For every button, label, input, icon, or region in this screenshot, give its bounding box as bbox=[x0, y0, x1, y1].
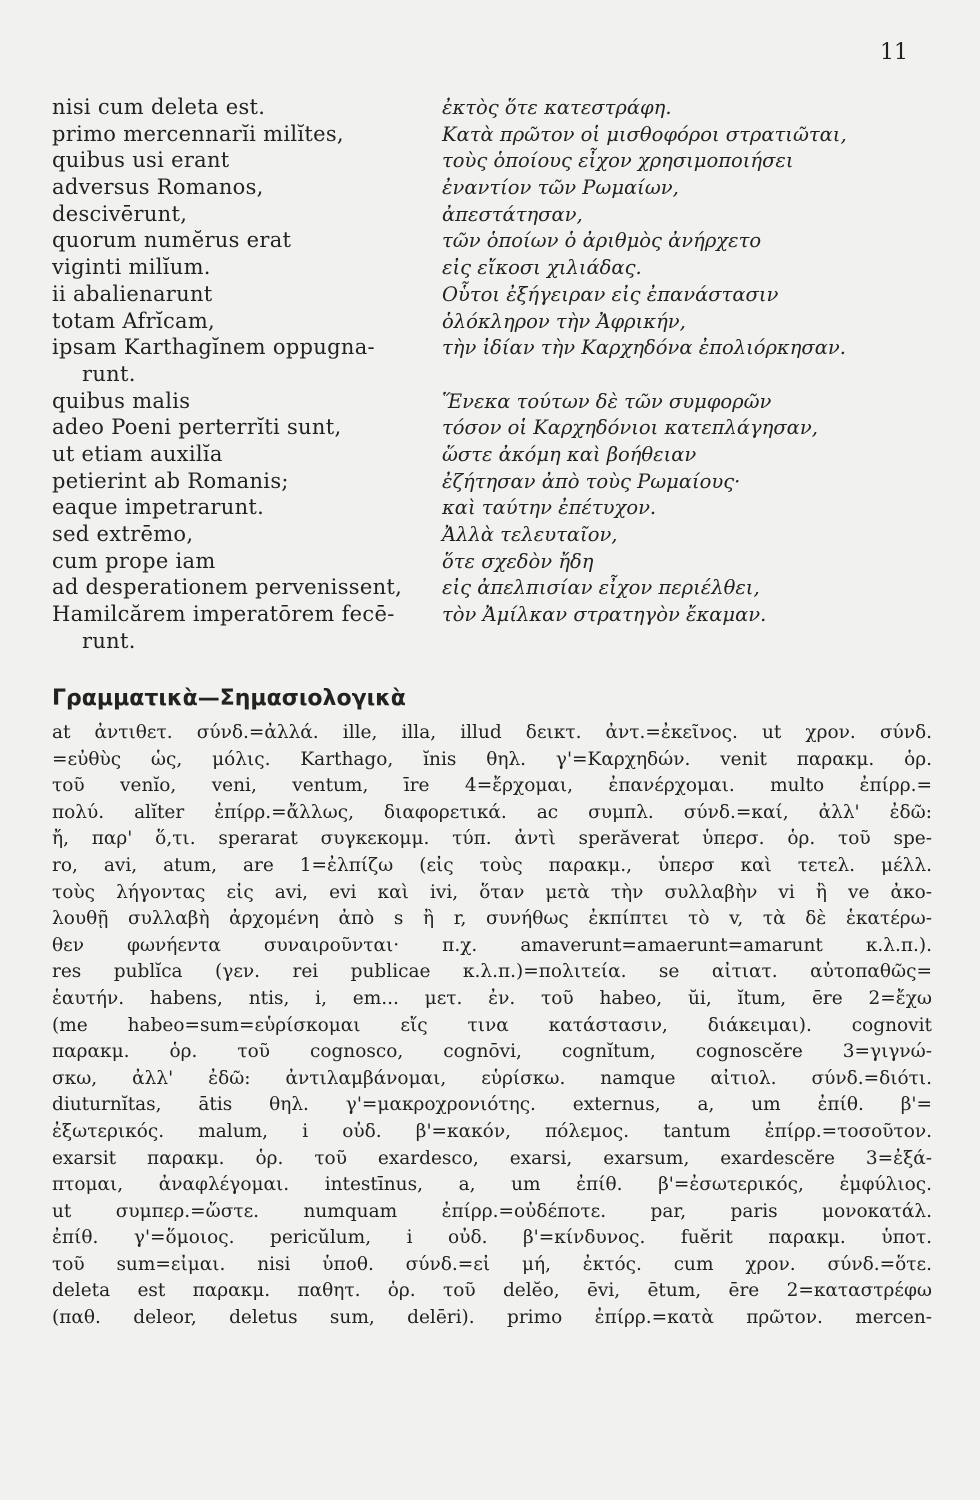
parallel-row bbox=[52, 389, 952, 416]
parallel-row bbox=[52, 228, 952, 255]
parallel-row bbox=[52, 575, 952, 602]
parallel-row bbox=[52, 522, 952, 549]
greek-line: τοὺς ὁποίους εἶχον χρησιμοποιήσει bbox=[442, 149, 794, 173]
parallel-row bbox=[52, 282, 952, 309]
latin-line: primo mercennarĭi milĭtes, bbox=[52, 121, 344, 146]
parallel-row bbox=[52, 629, 952, 656]
latin-line: petierint ab Romanis; bbox=[52, 468, 289, 493]
vocab-line: πολύ. alĭter ἐπίρρ.=ἄλλως, διαφορετικά. ac συμπλ. σύνδ.=καί, ἀλλ' ἐδῶ: bbox=[52, 801, 932, 823]
page-number: 11 bbox=[880, 40, 908, 65]
vocab-line: =εὐθὺς ὡς, μόλις. Karthago, ĭnis θηλ. γ'=Καρχηδών. venit παρακμ. ὁρ. bbox=[52, 748, 932, 770]
latin-line: viginti milĭum. bbox=[52, 255, 211, 280]
latin-line: ipsam Karthagĭnem oppugna- bbox=[52, 335, 375, 360]
latin-line: Hamilcărem imperatōrem fecē- bbox=[52, 602, 395, 627]
parallel-row bbox=[52, 415, 952, 442]
vocab-line: θεν φωνήεντα συναιροῦνται· π.χ. amaverunt=amaerunt=amarunt κ.λ.π.). bbox=[52, 934, 932, 956]
parallel-row bbox=[52, 442, 952, 469]
latin-line: ii abalienarunt bbox=[52, 281, 213, 306]
parallel-row bbox=[52, 148, 952, 175]
greek-line: Οὗτοι ἐξήγειραν εἰς ἐπανάστασιν bbox=[442, 282, 779, 306]
vocab-line: τοὺς λήγοντας εἰς avi, evi καὶ ivi, ὅταν μετὰ τὴν συλλαβὴν vi ἢ ve ἀκο- bbox=[52, 881, 932, 903]
vocab-line: deleta est παρακμ. παθητ. ὁρ. τοῦ delĕo, ēvi, ētum, ēre 2=καταστρέφω bbox=[52, 1280, 932, 1302]
section-title: Γραμματικὰ—Σημασιολογικὰ bbox=[52, 686, 406, 711]
greek-line: τὸν Ἀμίλκαν στρατηγὸν ἔκαμαν. bbox=[442, 603, 767, 627]
greek-line: Ἀλλὰ τελευταῖον, bbox=[442, 523, 618, 546]
parallel-row bbox=[52, 175, 952, 202]
parallel-row bbox=[52, 362, 952, 389]
greek-line: τὴν ἰδίαν τὴν Καρχηδόνα ἐπολιόρκησαν. bbox=[442, 336, 846, 360]
greek-line: ἐκτὸς ὅτε κατεστράφη. bbox=[442, 96, 672, 119]
vocab-line: ἤ, παρ' ὅ,τι. sperarat συγκεκομμ. τύπ. ἀντὶ sperăverat ὑπερσ. ὁρ. τοῦ spe- bbox=[52, 828, 932, 850]
parallel-row bbox=[52, 495, 952, 522]
latin-line: sed extrēmo, bbox=[52, 522, 194, 546]
parallel-row bbox=[52, 202, 952, 229]
parallel-row bbox=[52, 602, 952, 629]
latin-line: ad desperationem pervenissent, bbox=[52, 575, 403, 600]
vocab-line: ἑαυτήν. habens, ntis, i, em... μετ. ἐν. τοῦ habeo, ŭi, ĭtum, ēre 2=ἔχω bbox=[52, 987, 932, 1009]
greek-line: τόσον οἱ Καρχηδόνιοι κατεπλάγησαν, bbox=[442, 416, 818, 440]
parallel-row bbox=[52, 469, 952, 496]
greek-line: ὅτε σχεδὸν ἤδη bbox=[442, 549, 594, 573]
greek-line: καὶ ταύτην ἐπέτυχον. bbox=[442, 496, 657, 520]
parallel-text bbox=[52, 95, 952, 655]
vocab-line: τοῦ sum=εἶμαι. nisi ὑποθ. σύνδ.=εἰ μή, ἐκτός. cum χρον. σύνδ.=ὅτε. bbox=[52, 1253, 932, 1275]
vocab-line: τοῦ venĭo, veni, ventum, īre 4=ἔρχομαι, ἐπανέρχομαι. multo ἐπίρρ.= bbox=[52, 775, 932, 797]
parallel-row bbox=[52, 95, 952, 122]
latin-line: ut etiam auxilĭa bbox=[52, 441, 223, 466]
latin-line: descivērunt, bbox=[52, 201, 188, 226]
parallel-row bbox=[52, 309, 952, 336]
greek-line: ἐναντίον τῶν Ρωμαίων, bbox=[442, 176, 679, 200]
greek-line: ὁλόκληρον τὴν Ἀφρικήν, bbox=[442, 309, 686, 333]
vocab-line: res publĭca (γεν. rei publicae κ.λ.π.)=πολιτεία. se αἰτιατ. αὐτοπαθῶς= bbox=[52, 961, 932, 983]
vocab-line: at ἀντιθετ. σύνδ.=ἀλλά. ille, illa, illud δεικτ. ἀντ.=ἐκεῖνος. ut χρον. σύνδ. bbox=[52, 722, 932, 743]
vocab-line: exarsit παρακμ. ὁρ. τοῦ exardesco, exarsi, exarsum, exardescĕre 3=ἐξά- bbox=[52, 1147, 932, 1169]
greek-line: Κατὰ πρῶτον οἱ μισθοφόροι στρατιῶται, bbox=[442, 122, 847, 146]
latin-line: cum prope iam bbox=[52, 548, 216, 573]
latin-line: adversus Romanos, bbox=[52, 175, 264, 200]
vocab-line: diuturnĭtas, ātis θηλ. γ'=μακροχρονιότης. externus, a, um ἐπίθ. β'= bbox=[52, 1094, 932, 1116]
latin-line: adeo Poeni perterrĭti sunt, bbox=[52, 415, 342, 440]
vocabulary-notes bbox=[52, 722, 932, 1334]
parallel-row bbox=[52, 122, 952, 149]
latin-line: totam Afrĭcam, bbox=[52, 308, 216, 333]
greek-line: ὥστε ἀκόμη καὶ βοήθειαν bbox=[442, 442, 697, 466]
latin-line: nisi cum deleta est. bbox=[52, 95, 266, 119]
latin-line: runt. bbox=[82, 628, 136, 653]
latin-line: quorum numĕrus erat bbox=[52, 228, 292, 253]
latin-line: quibus usi erant bbox=[52, 148, 230, 173]
greek-line: τῶν ὁποίων ὁ ἀριθμὸς ἀνήρχετο bbox=[442, 229, 762, 253]
greek-line: εἰς εἴκοσι χιλιάδας. bbox=[442, 256, 642, 280]
vocab-line: λουθῇ συλλαβὴ ἀρχομένη ἀπὸ s ἢ r, συνήθως ἐκπίπτει τὸ v, τὰ δὲ ἑκατέρω- bbox=[52, 908, 932, 930]
vocab-line: (me habeo=sum=εὑρίσκομαι εἴς τινα κατάστασιν, διάκειμαι). cognovit bbox=[52, 1014, 932, 1036]
greek-line: ἀπεστάτησαν, bbox=[442, 202, 583, 226]
vocab-line: ἐξωτερικός. malum, i οὐδ. β'=κακόν, πόλεμος. tantum ἐπίρρ.=τοσοῦτον. bbox=[52, 1120, 932, 1142]
greek-line: ἐζήτησαν ἀπὸ τοὺς Ρωμαίους· bbox=[442, 469, 741, 493]
parallel-row bbox=[52, 335, 952, 362]
latin-line: quibus malis bbox=[52, 388, 191, 413]
vocab-line: παρακμ. ὁρ. τοῦ cognosco, cognōvi, cognĭtum, cognoscĕre 3=γιγνώ- bbox=[52, 1041, 932, 1063]
greek-line: εἰς ἀπελπισίαν εἶχον περιέλθει, bbox=[442, 576, 760, 600]
latin-line: eaque impetrarunt. bbox=[52, 495, 265, 520]
greek-line: Ἕνεκα τούτων δὲ τῶν συμφορῶν bbox=[442, 389, 772, 413]
vocab-line: ro, avi, atum, are 1=ἐλπίζω (εἰς τοὺς παρακμ., ὑπερσ καὶ τετελ. μέλλ. bbox=[52, 854, 932, 876]
vocab-line: πτομαι, ἀναφλέγομαι. intestīnus, a, um ἐπίθ. β'=ἐσωτερικός, ἐμφύλιος. bbox=[52, 1174, 932, 1196]
vocab-line: ἐπίθ. γ'=ὅμοιος. pericŭlum, i οὐδ. β'=κίνδυνος. fuĕrit παρακμ. ὑποτ. bbox=[52, 1227, 932, 1249]
vocab-line: (παθ. deleor, deletus sum, delēri). primo ἐπίρρ.=κατὰ πρῶτον. mercen- bbox=[52, 1307, 932, 1329]
parallel-row bbox=[52, 549, 952, 576]
vocab-line: ut συμπερ.=ὥστε. numquam ἐπίρρ.=οὐδέποτε. par, paris μονοκατάλ. bbox=[52, 1200, 932, 1222]
latin-line: runt. bbox=[82, 361, 136, 386]
vocab-line: σκω, ἀλλ' ἐδῶ: ἀντιλαμβάνομαι, εὑρίσκω. namque αἰτιολ. σύνδ.=διότι. bbox=[52, 1067, 932, 1089]
parallel-row bbox=[52, 255, 952, 282]
